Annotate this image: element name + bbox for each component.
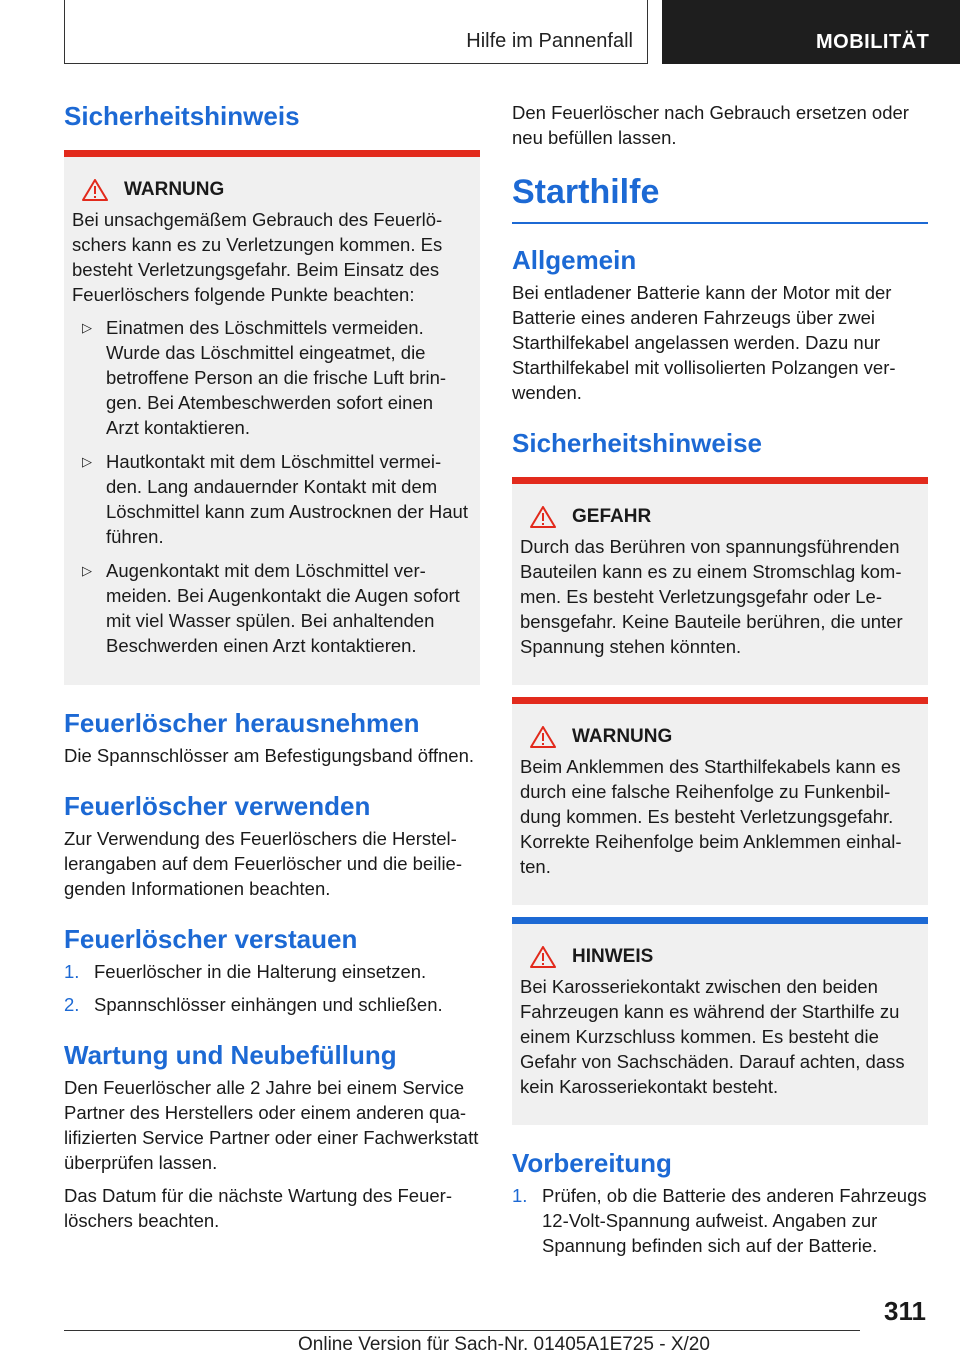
header-chapter-title: MOBILITÄT (816, 31, 930, 53)
heading-verstauen: Feuerlöscher verstauen (64, 924, 358, 954)
notice-text: Bei Karosseriekontakt zwischen den beiden Fahrzeugen kann es während der Starthilfe zu einem Kurzschluss kommen. Es besteht die Gefahr von Sachschäden. Darauf achten, dass kein Karosseriekontakt besteht. (520, 976, 905, 1097)
notice-list (72, 315, 470, 658)
paragraph-allgemein: Bei entladener Batterie kann der Motor mit der Batterie eines anderen Fahrzeugs über zwei Starthilfekabel angelassen werden. Dazu nur Starthilfekabel mit vollisolierten Polzangen verwenden. (512, 282, 896, 403)
warning-triangle-icon (82, 179, 108, 201)
warning-triangle-icon (530, 946, 556, 968)
heading-allgemein: Allgemein (512, 245, 637, 275)
list-item: ▷ Hautkontakt mit dem Löschmittel vermeiden. Lang andauernder Kontakt mit dem Löschmittel kann zum Austrocknen der Haut führen. (82, 451, 468, 547)
header-section-box (64, 0, 648, 64)
hint-notice (512, 924, 928, 1125)
header-chapter-box (662, 0, 960, 64)
paragraph-intro: Den Feuerlöscher nach Gebrauch ersetzen oder neu befüllen lassen. (512, 102, 909, 148)
warning-bar (512, 697, 928, 704)
page-number: 311 (884, 1296, 926, 1326)
heading-herausnehmen: Feuerlöscher herausnehmen (64, 708, 420, 738)
left-column (64, 100, 480, 1241)
notice-text: Bei unsachgemäßem Gebrauch des Feuerlöschers kann es zu Verletzungen kommen. Es besteht Verletzungsgefahr. Beim Einsatz des Feuerlöschers folgende Punkte beachten: (72, 209, 443, 305)
header-section-title: Hilfe im Pannenfall (466, 30, 633, 52)
steps-list (64, 959, 480, 1017)
warning-notice (64, 157, 480, 685)
footer-rule (64, 1330, 860, 1331)
heading-starthilfe: Starthilfe (512, 173, 660, 211)
heading-sicherheitshinweise: Sicherheitshinweise (512, 428, 762, 458)
paragraph-wartung-1: Den Feuerlöscher alle 2 Jahre bei einem Service Partner des Herstellers oder einem anderen qualifizierten Service Partner oder einer Fachwerkstatt überprüfen lassen. (64, 1077, 479, 1173)
list-item: ▷ Einatmen des Löschmittels vermeiden. Wurde das Löschmittel eingeatmet, die betroffene Person an die frische Luft bringen. Bei Atembeschwerden sofort einen Arzt kontaktieren. (82, 317, 447, 438)
notice-label: HINWEIS (572, 946, 654, 967)
warning-triangle-icon (530, 506, 556, 528)
list-item: ▷ Augenkontakt mit dem Löschmittel vermeiden. Bei Augenkontakt die Augen sofort mit viel Wasser spülen. Bei anhaltenden Beschwerden einen Arzt kontaktieren. (82, 560, 460, 656)
triangle-right-icon: ▷ (82, 454, 92, 469)
notice-label: WARNUNG (572, 726, 673, 747)
notice-header (530, 506, 918, 528)
danger-notice (512, 484, 928, 685)
list-item: 1. Feuerlöscher in die Halterung einsetzen. (64, 961, 427, 982)
warning-bar (64, 150, 480, 157)
heading-sicherheitshinweis: Sicherheitshinweis (64, 101, 300, 131)
warning-triangle-icon (530, 726, 556, 748)
notice-text: Beim Anklemmen des Starthilfekabels kann es durch eine falsche Reihenfolge zu Funkenbildung kommen. Es besteht Verletzungsgefahr. Korrekte Reihenfolge beim Anklemmen einhalten. (520, 756, 902, 877)
notice-text: Durch das Berühren von spannungsführenden Bauteilen kann es zu einem Stromschlag kommen. Es besteht Verletzungsgefahr oder Lebensgefahr. Keine Bauteile berühren, die unter Spannung stehen könnten. (520, 536, 903, 657)
heading-wartung: Wartung und Neubefüllung (64, 1040, 397, 1070)
warning-notice (512, 704, 928, 905)
heading-verwenden: Feuerlöscher verwenden (64, 791, 371, 821)
notice-header (530, 726, 918, 748)
notice-label: GEFAHR (572, 506, 652, 527)
heading-vorbereitung: Vorbereitung (512, 1148, 672, 1178)
triangle-right-icon: ▷ (82, 563, 92, 578)
notice-label: WARNUNG (124, 179, 225, 200)
paragraph-wartung-2: Das Datum für die nächste Wartung des Feuerlöschers beachten. (64, 1185, 452, 1231)
list-item: 1. Prüfen, ob die Batterie des anderen Fahrzeugs 12-Volt-Spannung aufweist. Angaben zur Spannung befinden sich auf der Batterie. (512, 1185, 927, 1256)
notice-header (530, 946, 918, 968)
paragraph-herausnehmen: Die Spannschlösser am Befestigungsband öffnen. (64, 745, 475, 766)
steps-list (512, 1183, 928, 1258)
right-column (512, 100, 928, 1268)
list-item: 2. Spannschlösser einhängen und schließen. (64, 994, 443, 1015)
notice-header (82, 179, 470, 201)
hint-bar (512, 917, 928, 924)
danger-bar (512, 477, 928, 484)
footer-online-version: Online Version für Sach-Nr. 01405A1E725 - X/20 (298, 1334, 710, 1355)
paragraph-verwenden: Zur Verwendung des Feuerlöschers die Herstellerangaben auf dem Feuerlöscher und die beiliegenden Informationen beachten. (64, 828, 463, 899)
heading-rule (512, 222, 928, 224)
triangle-right-icon: ▷ (82, 320, 92, 335)
